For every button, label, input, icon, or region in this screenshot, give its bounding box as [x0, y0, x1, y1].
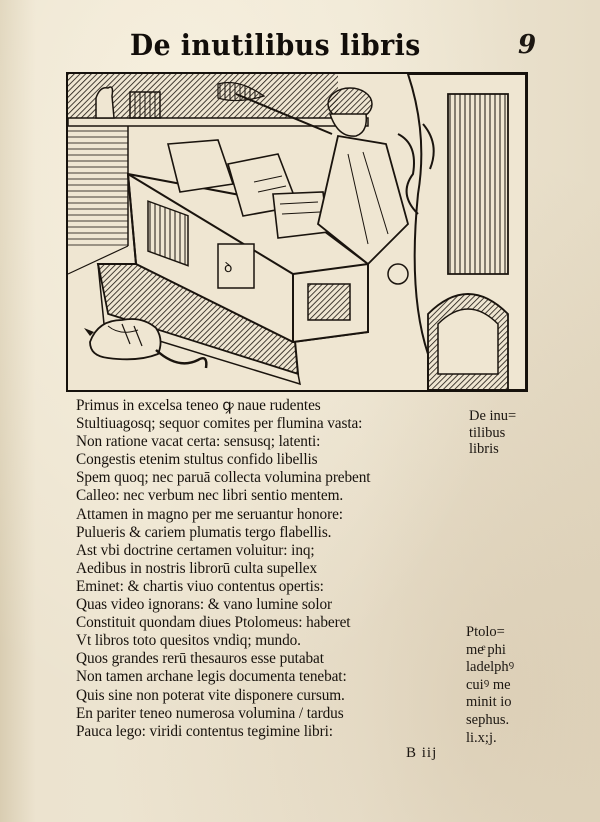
- verse-line: Quis sine non poterat vite disponere cursum.: [76, 686, 345, 704]
- margin-note-line: li.x;j.: [466, 729, 497, 746]
- margin-note-line: minit io: [466, 694, 512, 711]
- verse-line: Constituit quondam diues Ptolomeus: haberet: [76, 614, 351, 632]
- page-title: De inutilibus libris: [130, 28, 421, 62]
- verse-line: Stultiuagosq; sequor comites per flumina vasta:: [76, 415, 363, 433]
- margin-note-line: ladelphꝰ: [466, 659, 515, 676]
- verse-line: Primus in excelsa teneo ꝙ naue rudentes: [76, 397, 321, 414]
- verse-block: [76, 397, 436, 741]
- margin-note-line: meͤ phi: [466, 641, 506, 658]
- verse-line: Eminet: & chartis viuo contentus opertis:: [76, 577, 324, 595]
- margin-note-line: libris: [469, 441, 499, 457]
- margin-note-line: sephus.: [466, 711, 510, 728]
- margin-note-line: Ptolo=: [466, 624, 505, 640]
- verse-line: Quas video ignorans: & vano lumine solor: [76, 596, 333, 614]
- margin-note-line: cuiꝰ me: [466, 676, 511, 693]
- verse-line: Non tamen archane legis documenta tenebat:: [76, 668, 347, 686]
- verse-line: Ast vbi doctrine certamen voluitur: inq;: [76, 541, 315, 559]
- verse-line: Attamen in magno per me seruantur honore:: [76, 505, 343, 523]
- woodcut-illustration: [66, 72, 528, 392]
- page-header: [130, 24, 550, 68]
- verse-line: Congestis etenim stultus confido libellis: [76, 451, 318, 469]
- verse-line: En pariter teneo numerosa volumina / tardus: [76, 704, 344, 722]
- verse-line: Pauca lego: viridi contentus tegimine libri:: [76, 722, 333, 740]
- margin-note-title: [469, 408, 539, 458]
- verse-line: Vt libros toto quesitos vndiq; mundo.: [76, 632, 301, 650]
- verse-line: Quos grandes rerū thesauros esse putabat: [76, 650, 324, 668]
- verse-line: Non ratione vacat certa: sensusq; latenti:: [76, 433, 321, 451]
- verse-line: Aedibus in nostris librorū culta supellex: [76, 559, 318, 577]
- verse-line: Spem quoq; nec paruā collecta volumina prebent: [76, 469, 371, 487]
- margin-note-line: De inu=: [469, 408, 517, 424]
- margin-note-ptolemy: [466, 624, 538, 747]
- svg-text:ꝺ: ꝺ: [224, 260, 233, 276]
- verse-line: Calleo: nec verbum nec libri sentio mentem.: [76, 487, 344, 505]
- signature-mark: B iij: [406, 745, 438, 761]
- margin-note-line: tilibus: [469, 424, 506, 441]
- verse-line: Pulueris & cariem plumatis tergo flabellis.: [76, 523, 332, 541]
- folio-number: 9: [518, 30, 537, 60]
